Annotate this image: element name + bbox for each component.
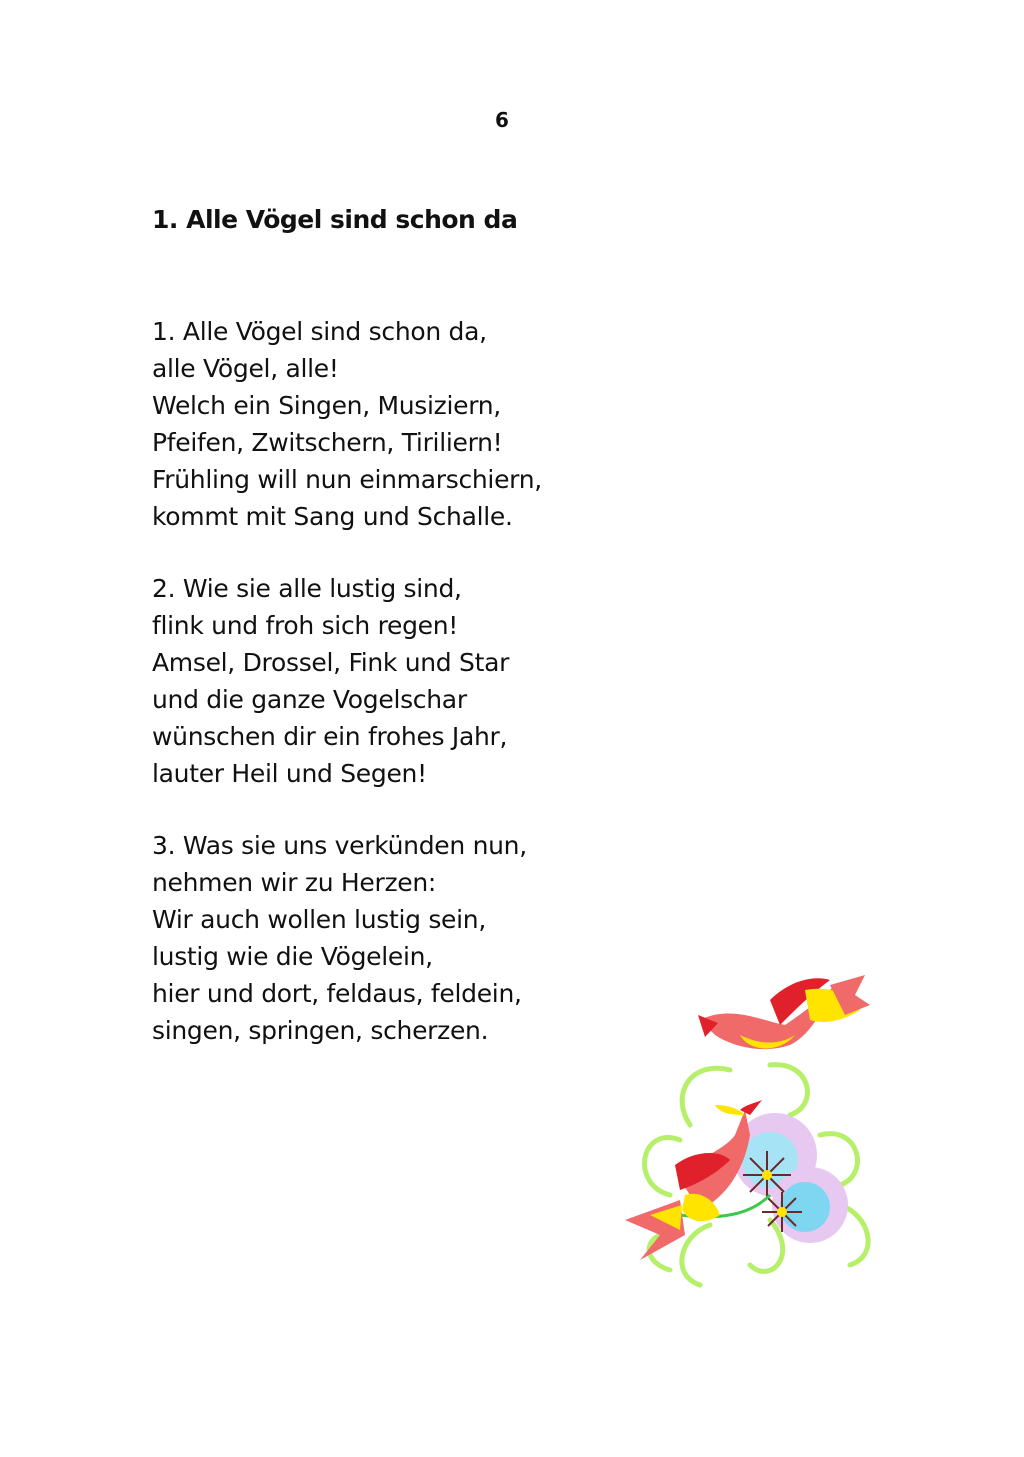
verse-line: flink und froh sich regen! [152, 611, 459, 640]
verse-line: singen, springen, scherzen. [152, 1016, 489, 1045]
birds-and-flowers-illustration [620, 965, 890, 1300]
verse-line: Frühling will nun einmarschiern, [152, 465, 542, 494]
verse-line: nehmen wir zu Herzen: [152, 868, 437, 897]
verse-line: 1. Alle Vögel sind schon da, [152, 317, 487, 346]
verse-line: kommt mit Sang und Schalle. [152, 502, 513, 531]
verse-line: Welch ein Singen, Musiziern, [152, 391, 501, 420]
page-number: 6 [495, 108, 509, 132]
verse-line: 2. Wie sie alle lustig sind, [152, 574, 462, 603]
verse-line: wünschen dir ein frohes Jahr, [152, 722, 508, 751]
verse-line: Amsel, Drossel, Fink und Star [152, 648, 510, 677]
stanza-3 [152, 827, 527, 1049]
verse-line: und die ganze Vogelschar [152, 685, 467, 714]
verse-line: lustig wie die Vögelein, [152, 942, 433, 971]
verse-line: hier und dort, feldaus, feldein, [152, 979, 522, 1008]
stanza-1 [152, 313, 542, 535]
flying-bird [698, 975, 870, 1049]
verse-line: lauter Heil und Segen! [152, 759, 427, 788]
verse-line: alle Vögel, alle! [152, 354, 339, 383]
stanza-2 [152, 570, 509, 792]
song-title: 1. Alle Vögel sind schon da [152, 205, 518, 234]
verse-line: 3. Was sie uns verkünden nun, [152, 831, 527, 860]
verse-line: Pfeifen, Zwitschern, Tiriliern! [152, 428, 503, 457]
verse-line: Wir auch wollen lustig sein, [152, 905, 486, 934]
